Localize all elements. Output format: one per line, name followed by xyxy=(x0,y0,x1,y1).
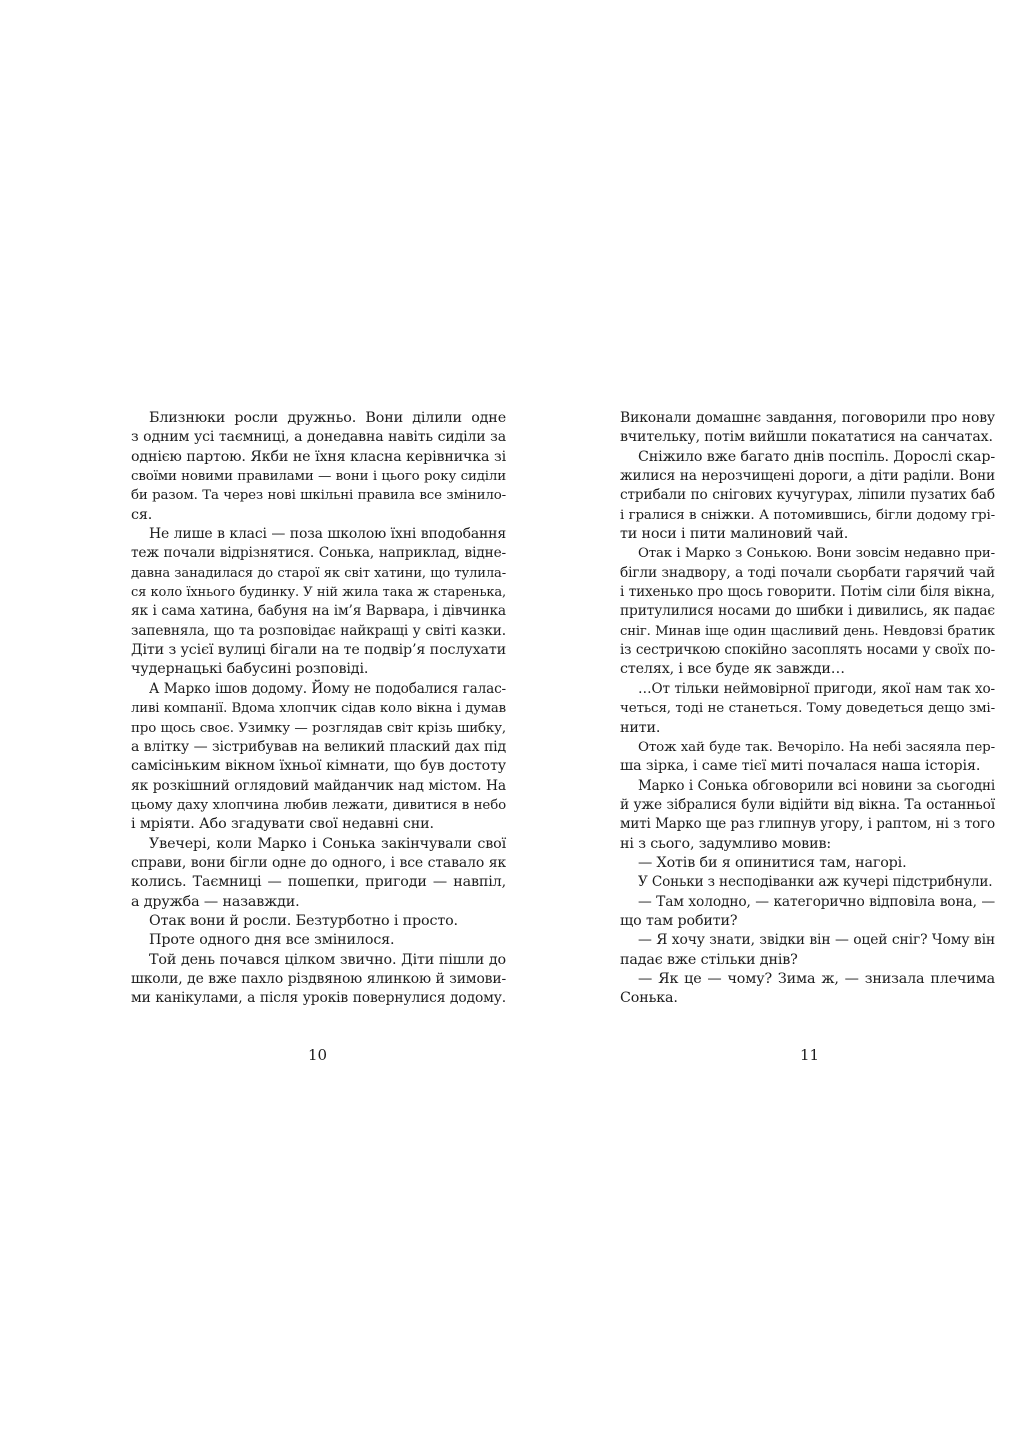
text-line: справи, вони бігли одне до одного, і все ставало як xyxy=(131,854,506,871)
text-line: стрибали по снігових кучугурах, ліпили пузатих баб xyxy=(620,487,995,504)
text-line: й уже зібралися були відійти від вікна. Та останньої xyxy=(620,796,995,813)
text-line: Марко і Сонька обговорили всі новини за сьогодні xyxy=(638,777,995,794)
text-line: школи, де вже пахло різдвяною ялинкою й зимови- xyxy=(131,970,506,987)
page-number-right: 11 xyxy=(800,1046,820,1064)
text-line: запевняла, що та розповідає найкращі у світі казки. xyxy=(131,622,506,639)
text-line: ні з сього, задумливо мовив: xyxy=(620,835,832,852)
text-line: Близнюки росли дружньо. Вони ділили одне xyxy=(149,410,506,426)
page-number-left: 10 xyxy=(308,1046,328,1064)
text-line: однією партою. Якби не їхня класна керівничка зі xyxy=(131,448,506,465)
text-line: миті Марко ще раз глипнув угору, і раптом, ні з того xyxy=(620,816,995,833)
text-line: Не лише в класі — поза школою їхні вподобання xyxy=(149,526,506,543)
text-line: нити. xyxy=(620,719,661,736)
text-line: і гралися в сніжки. А потомившись, бігли додому грі- xyxy=(620,507,995,523)
text-line: ся. xyxy=(131,506,153,523)
right-page xyxy=(517,0,1035,1440)
text-line: Діти з усієї вулиці бігали на те подвір’я послухати xyxy=(131,642,506,659)
text-line: і мріяти. Або згадувати свої недавні сни. xyxy=(131,816,434,833)
text-line: своїми новими правилами — вони і цього року сиділи xyxy=(131,469,506,485)
text-line: жилися на нерозчищені дороги, а діти раділи. Вони xyxy=(620,468,995,485)
text-line: стелях, і все буде як завжди… xyxy=(620,661,845,678)
text-line: про щось своє. Узимку — розглядав світ крізь шибку, xyxy=(131,720,506,736)
text-line: бігли знадвору, а тоді почали сьорбати гарячий чай xyxy=(620,564,995,581)
text-line: ша зірка, і саме тієї миті почалася наша історія. xyxy=(620,758,981,775)
text-line: Сніжило вже багато днів поспіль. Дорослі скар- xyxy=(638,448,995,465)
text-line: Отож хай буде так. Вечоріло. На небі засяяла пер- xyxy=(638,739,995,755)
text-line: і тихенько про щось говорити. Потім сіли біля вікна, xyxy=(620,584,995,601)
text-line: Отак вони й росли. Безтурботно і просто. xyxy=(149,912,458,929)
text-line: Сонька. xyxy=(620,990,678,1007)
text-line: би разом. Та через нові шкільні правила все змінило- xyxy=(131,488,506,504)
text-line: — Як це — чому? Зима ж, — знизала плечима xyxy=(638,970,995,987)
text-line: сніг. Минав іще один щасливий день. Невдовзі братик xyxy=(620,623,995,639)
text-line: як розкішний оглядовий майданчик над містом. На xyxy=(131,777,506,794)
text-line: що там робити? xyxy=(620,912,738,929)
text-line: цьому даху хлопчина любив лежати, дивитися в небо xyxy=(131,797,506,813)
text-line: теж почали відрізнятися. Сонька, наприклад, відне- xyxy=(131,545,506,562)
text-line: Той день почався цілком звично. Діти пішли до xyxy=(149,951,506,968)
left-page-text xyxy=(131,409,506,1009)
text-line: Отак і Марко з Сонькою. Вони зовсім недавно при- xyxy=(638,546,995,562)
text-line: Виконали домашнє завдання, поговорили про нову xyxy=(620,410,995,426)
text-line: — Я хочу знати, звідки він — оцей сніг? Чому він xyxy=(638,932,995,949)
text-line: четься, тоді не станеться. Тому доведеться дещо змі- xyxy=(620,700,995,717)
left-page xyxy=(0,0,517,1440)
text-line: давна занадилася до старої як світ хатини, що тулила- xyxy=(131,565,506,581)
text-line: притулилися носами до шибки і дивились, як падає xyxy=(620,603,995,620)
text-line: ливі компанії. Вдома хлопчик сідав коло вікна і думав xyxy=(131,701,506,717)
text-line: а влітку — зістрибував на великий плаский дах під xyxy=(131,738,506,755)
text-line: Проте одного дня все змінилося. xyxy=(149,932,395,949)
text-line: Увечері, коли Марко і Сонька закінчували свої xyxy=(149,835,506,852)
right-page-text xyxy=(620,409,995,1009)
text-line: У Соньки з несподіванки аж кучері підстрибнули. xyxy=(638,874,993,891)
text-line: …От тільки неймовірної пригоди, якої нам так хо- xyxy=(638,680,995,697)
text-line: як і сама хатина, бабуня на ім’я Варвара, і дівчинка xyxy=(131,603,506,620)
text-line: ся коло їхнього будинку. У ній жила така ж старенька, xyxy=(131,585,506,601)
text-line: падає вже стільки днів? xyxy=(620,951,798,968)
text-line: а дружба — назавжди. xyxy=(131,893,300,910)
text-line: ми канікулами, а після уроків повернулися додому. xyxy=(131,990,506,1007)
text-line: вчительку, потім вийшли покататися на санчатах. xyxy=(620,429,993,446)
text-line: — Хотів би я опинитися там, нагорі. xyxy=(638,854,907,871)
text-line: колись. Таємниці — пошепки, пригоди — навпіл, xyxy=(131,874,506,891)
text-line: А Марко ішов додому. Йому не подобалися галас- xyxy=(149,680,506,697)
text-line: з одним усі таємниці, а донедавна навіть сиділи за xyxy=(131,429,506,446)
text-line: ти носи і пити малиновий чай. xyxy=(620,526,849,543)
text-line: самісіньким вікном їхньої кімнати, що був достоту xyxy=(131,758,506,775)
text-line: — Там холодно, — категорично відповіла вона, — xyxy=(638,893,995,910)
text-line: із сестричкою спокійно засоплять носами у своїх по- xyxy=(620,642,995,659)
text-line: чудернацькі бабусині розповіді. xyxy=(131,661,369,678)
